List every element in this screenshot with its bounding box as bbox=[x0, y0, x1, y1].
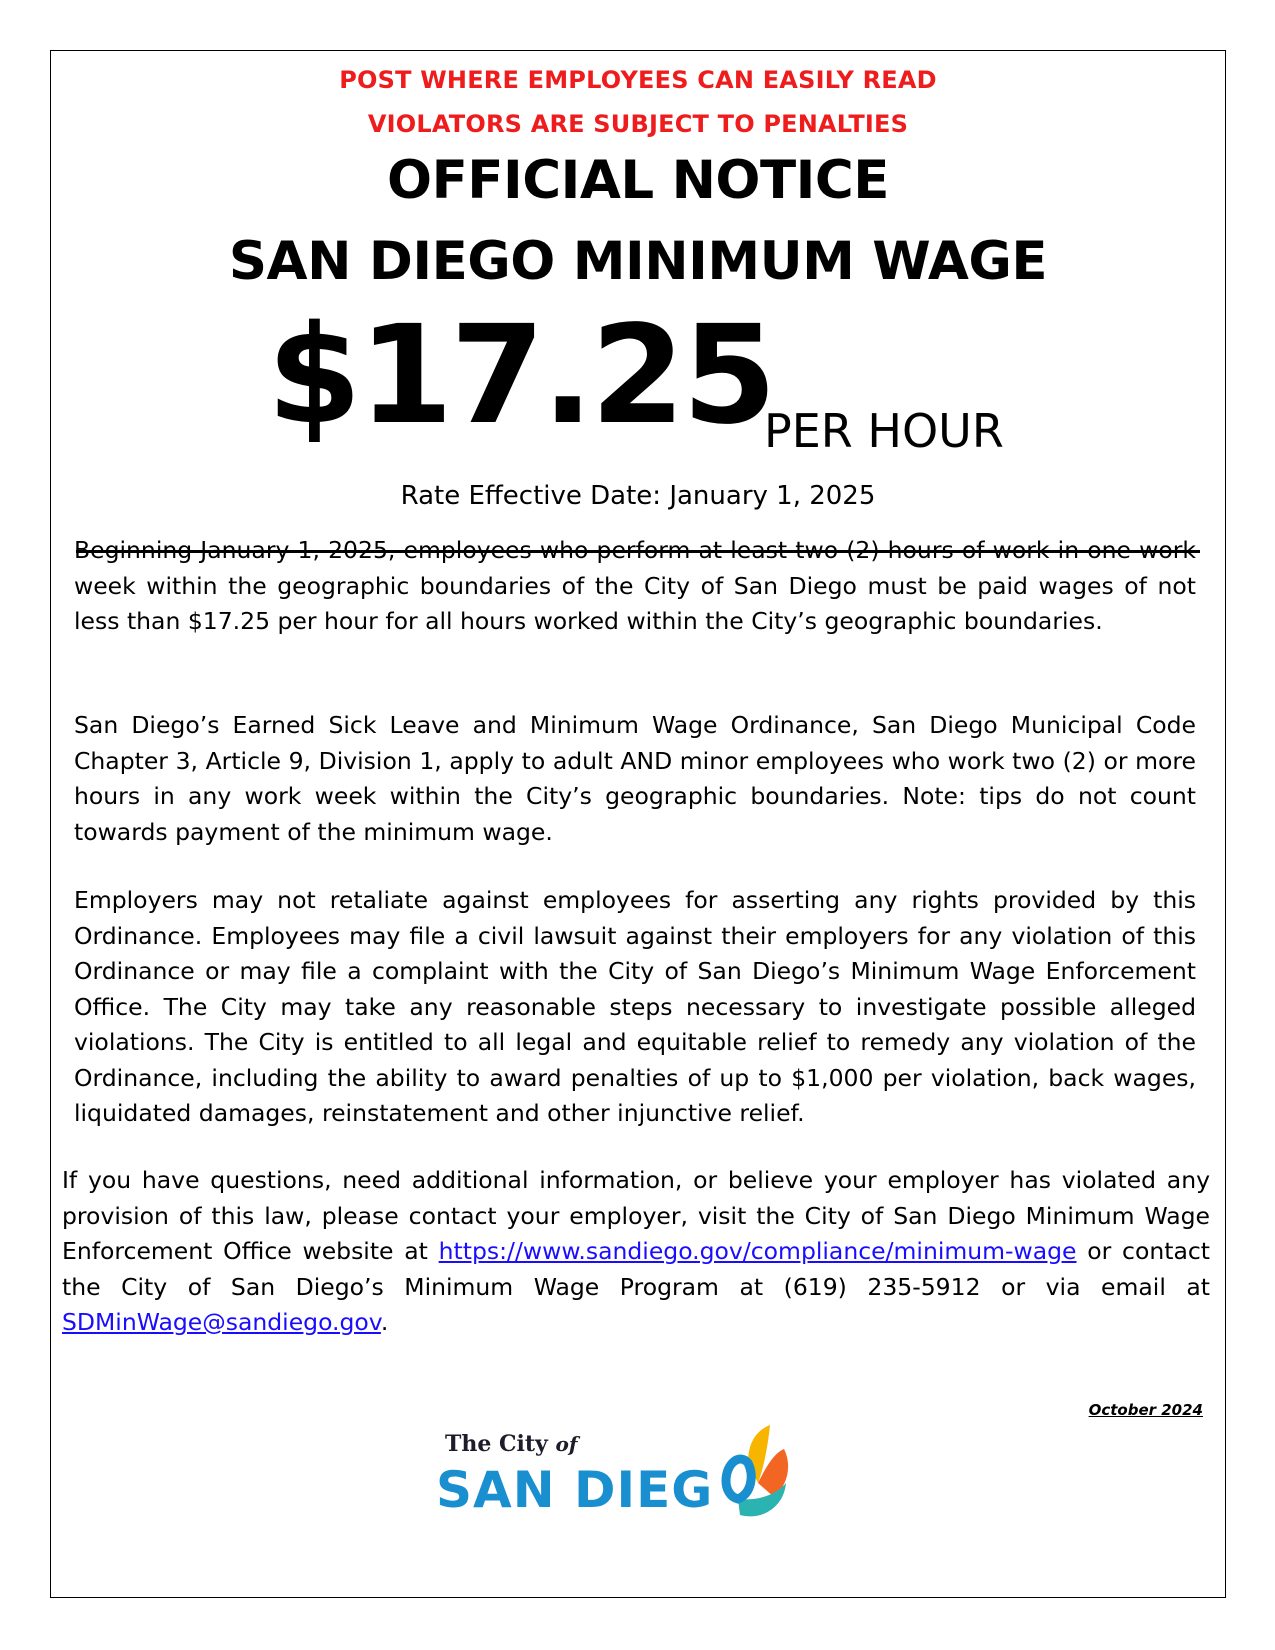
notice-title: OFFICIAL NOTICE bbox=[387, 150, 889, 211]
website-link[interactable]: https://www.sandiego.gov/compliance/minimum-wage bbox=[438, 1237, 1077, 1265]
contact-text-1: If you have questions, need additional information, or believe your employer has violated any provision of this law, please contact your employer, visit the City of San Diego Minimum Wage Enforcement Office website at bbox=[62, 1166, 1210, 1265]
wage-rate: $17.25 bbox=[267, 297, 774, 455]
email-link[interactable]: SDMinWage@sandiego.gov bbox=[62, 1308, 381, 1336]
notice-subtitle: SAN DIEGO MINIMUM WAGE bbox=[228, 231, 1048, 292]
paragraph-enforcement: Employers may not retaliate against employees for asserting any rights provided by this Ordinance. Employees may file a civil lawsuit against their employers for any violation of this Ordinance or may file a complaint with the City of San Diego’s Minimum Wage Enforcement Office. The City may take any reasonable steps necessary to investigate possible alleged violations. The City is entitled to all legal and equitable relief to remedy any violation of the Ordinance, including the ability to award penalties of up to $1,000 per violation, back wages, liquidated damages, reinstatement and other injunctive relief. bbox=[74, 886, 1196, 1127]
logo-sail-icon bbox=[718, 1423, 796, 1528]
logo-wordmark: SAN DIEG bbox=[436, 1461, 714, 1519]
penalty-warning: VIOLATORS ARE SUBJECT TO PENALTIES bbox=[367, 110, 909, 138]
posting-warning: POST WHERE EMPLOYEES CAN EASILY READ bbox=[339, 66, 937, 94]
notice-frame bbox=[50, 50, 1226, 1598]
contact-text-2: or contact the City of San Diego’s Minimum Wage Program at (619) 235-5912 or via email at bbox=[62, 1237, 1210, 1301]
city-logo bbox=[436, 1423, 796, 1543]
paragraph-eligibility: Beginning January 1, 2025, employees who perform at least two (2) hours of work in one work week within the geographic boundaries of the City of San Diego must be paid wages of not less than $17.25 per hour for all hours worked within the City’s geographic boundaries. bbox=[74, 536, 1196, 635]
revision-date: October 2024 bbox=[1088, 1401, 1203, 1419]
logo-tagline: The City of bbox=[445, 1431, 578, 1457]
contact-text-3: . bbox=[380, 1308, 389, 1336]
effective-date: Rate Effective Date: January 1, 2025 bbox=[400, 481, 876, 511]
wage-rate-unit: PER HOUR bbox=[764, 404, 1004, 458]
paragraph-ordinance: San Diego’s Earned Sick Leave and Minimum Wage Ordinance, San Diego Municipal Code Chapter 3, Article 9, Division 1, apply to adult AND minor employees who work two (2) or more hours in any work week within the City’s geographic boundaries. Note: tips do not count towards payment of the minimum wage. bbox=[74, 711, 1196, 846]
paragraph-contact bbox=[62, 1163, 1210, 1341]
